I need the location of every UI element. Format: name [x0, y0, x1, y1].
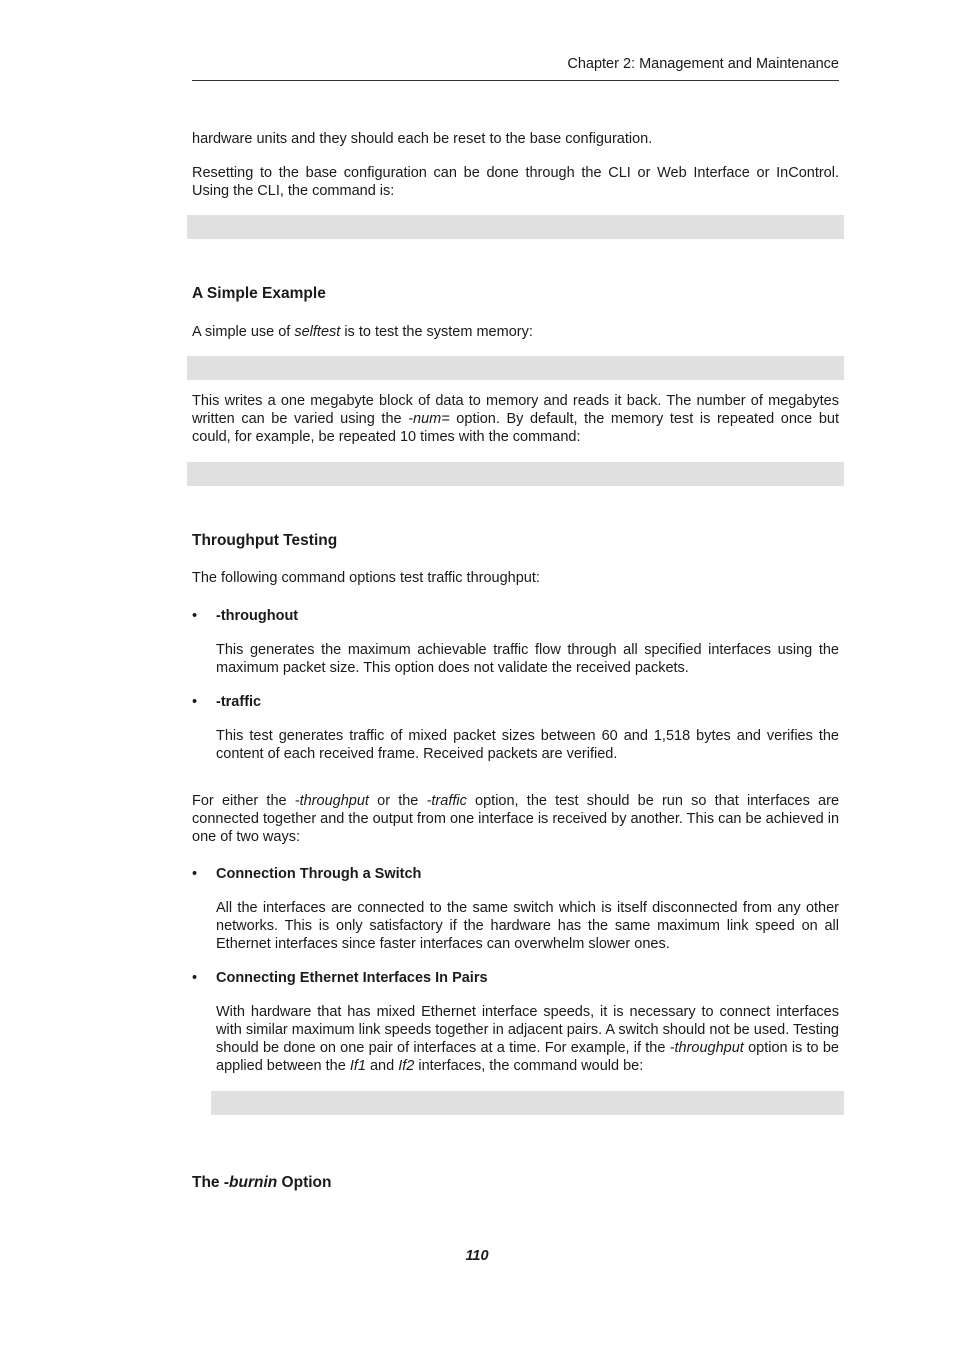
- bullet-label: -throughout: [216, 608, 299, 624]
- bullet-label: -traffic: [216, 694, 262, 710]
- bullet-icon: •: [192, 608, 198, 624]
- bullet-icon: •: [192, 970, 198, 986]
- intro-paragraph-1: hardware units and they should each be reset to the base configuration.: [192, 131, 653, 147]
- bullet-label: Connection Through a Switch: [216, 866, 422, 882]
- bullet-traffic-text: This test generates traffic of mixed packet sizes between 60 and 1,518 bytes and verifies the content of each received frame. Received packets are verified.: [216, 728, 839, 762]
- throughput-intro: The following command options test traffic throughput:: [192, 570, 540, 586]
- bullet-label: Connecting Ethernet Interfaces In Pairs: [216, 970, 488, 986]
- simple-example-paragraph-2: This writes a one megabyte block of data to memory and reads it back. The number of megabytes written can be varied using the -num= option. By default, the memory test is repeated once but could, for example, be repeated 10 times with the command:: [192, 393, 840, 445]
- bullet-throughout-text: This generates the maximum achievable traffic flow through all specified interfaces using the maximum packet size. This option does not validate the received packets.: [216, 642, 839, 676]
- section-heading-burnin: The -burnin Option: [192, 1174, 332, 1191]
- code-block-throughput: [211, 1091, 844, 1115]
- page-number: 110: [465, 1248, 489, 1264]
- page-header: [192, 54, 839, 81]
- section-heading-simple-example: A Simple Example: [192, 285, 326, 302]
- code-block-reset: [187, 215, 844, 239]
- chapter-title: Chapter 2: Management and Maintenance: [567, 56, 839, 72]
- bullet-icon: •: [192, 694, 198, 710]
- code-block-memory: [187, 356, 844, 380]
- section-heading-throughput: Throughput Testing: [192, 532, 338, 549]
- bullet-pairs-text: With hardware that has mixed Ethernet interface speeds, it is necessary to connect interfaces with similar maximum link speeds together in adjacent pairs. A switch should not be used. Testing should be done on one pair of interfaces at a time. For example, if the -throughput option is to be applied between the If1 and If2 interfaces, the command would be:: [216, 1004, 839, 1074]
- intro-paragraph-2: Resetting to the base configuration can be done through the CLI or Web Interface or InControl. Using the CLI, the command is:: [192, 165, 839, 199]
- bullet-switch-text: All the interfaces are connected to the same switch which is itself disconnected from any other networks. This is only satisfactory if the hardware has the same maximum link speed on all Ethernet interfaces since faster interfaces can overwhelm slower ones.: [216, 900, 839, 952]
- either-option-paragraph: For either the -throughput or the -traffic option, the test should be run so that interfaces are connected together and the output from one interface is received by another. This can be achieved in one of two ways:: [192, 793, 840, 845]
- bullet-icon: •: [192, 866, 198, 882]
- code-block-memory-repeat: [187, 462, 844, 486]
- simple-example-paragraph-1: A simple use of selftest is to test the system memory:: [192, 324, 533, 340]
